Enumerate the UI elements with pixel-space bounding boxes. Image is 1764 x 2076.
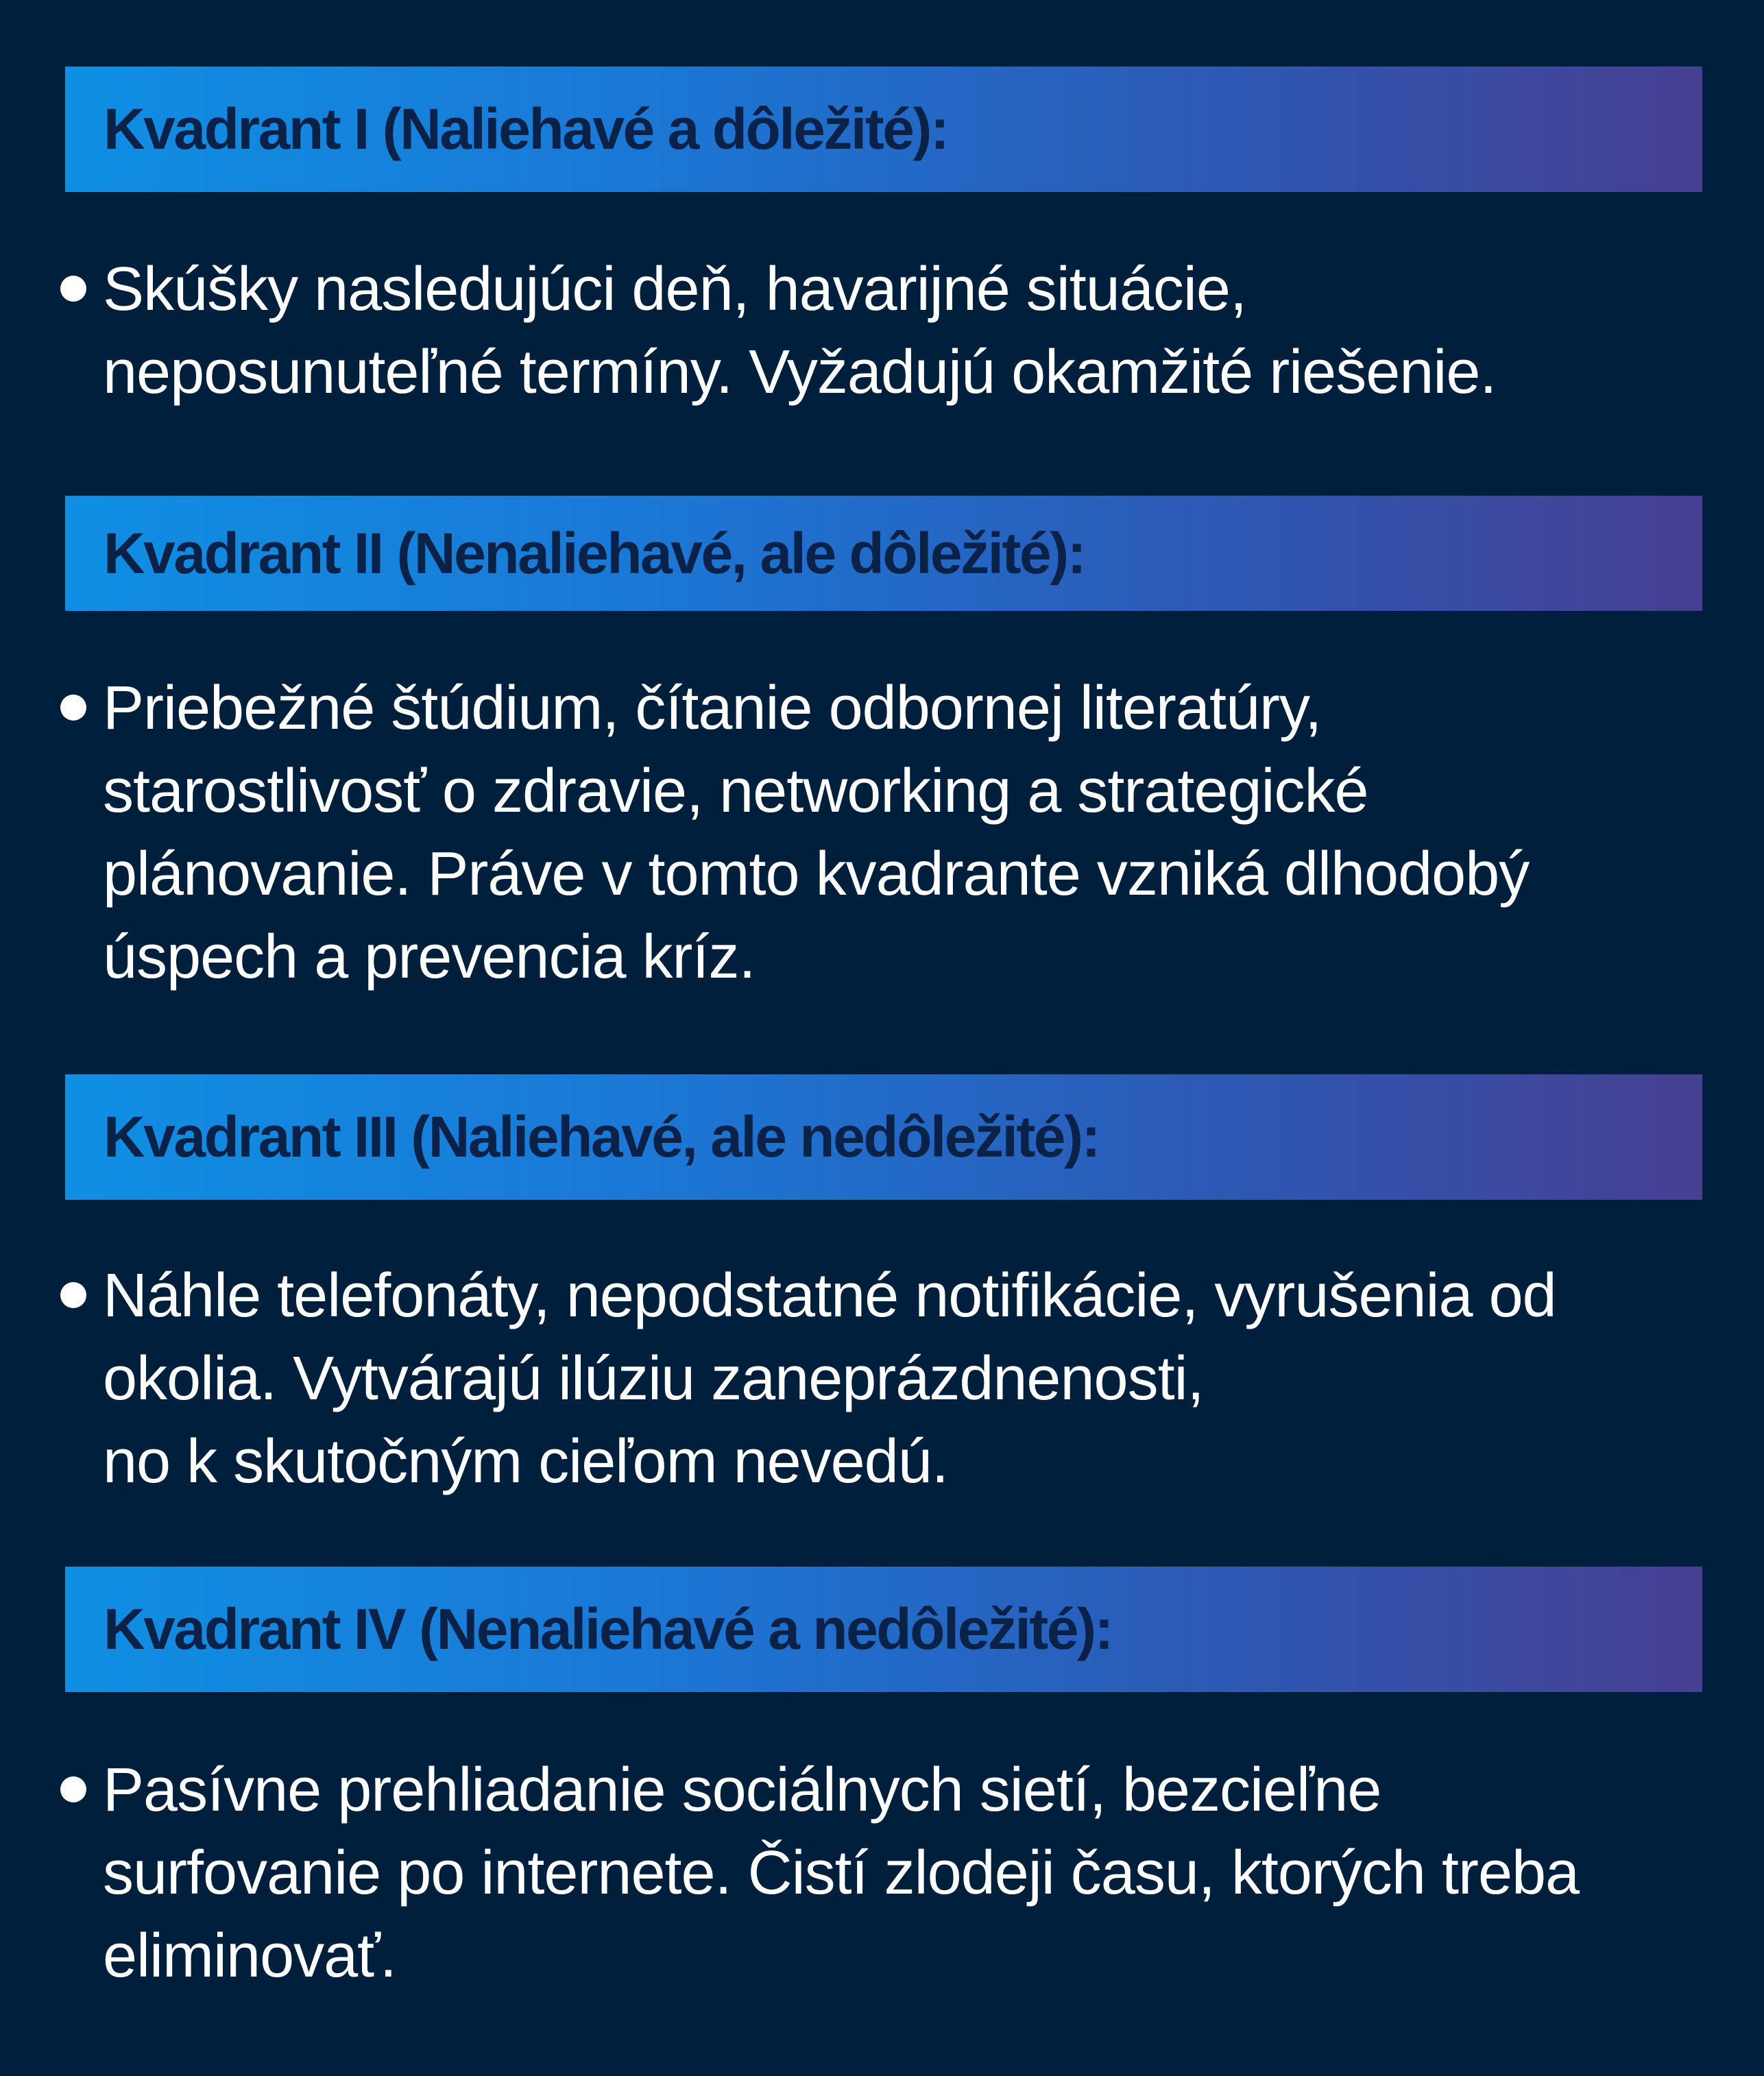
quadrant-2-line-1: Priebežné štúdium, čítanie odbornej literatúry, bbox=[103, 674, 1322, 743]
quadrant-4-title: Kvadrant IV (Nenaliehavé a nedôležité): bbox=[104, 1597, 1112, 1661]
quadrant-3-line-3: no k skutočným cieľom nevedú. bbox=[103, 1427, 948, 1496]
quadrant-2-title: Kvadrant II (Nenaliehavé, ale dôležité): bbox=[104, 520, 1085, 586]
quadrant-1-bullet bbox=[103, 248, 1723, 414]
bullet-icon bbox=[60, 1776, 86, 1802]
quadrant-1-line-1: Skúšky nasledujúci deň, havarijné situácie, bbox=[103, 255, 1246, 324]
quadrant-4-header bbox=[65, 1567, 1702, 1692]
quadrant-4-line-3: eliminovať. bbox=[103, 1922, 396, 1990]
bullet-icon bbox=[60, 695, 86, 721]
quadrant-1-line-2: neposunuteľné termíny. Vyžadujú okamžité riešenie. bbox=[103, 338, 1497, 407]
quadrant-4-bullet bbox=[103, 1749, 1723, 1998]
quadrant-2-line-4: úspech a prevencia kríz. bbox=[103, 923, 756, 991]
quadrant-3-title: Kvadrant III (Naliehavé, ale nedôležité): bbox=[104, 1105, 1099, 1169]
quadrant-1-title: Kvadrant I (Naliehavé a dôležité): bbox=[104, 97, 948, 161]
quadrant-2-line-3: plánovanie. Práve v tomto kvadrante vzniká dlhodobý bbox=[103, 840, 1530, 908]
quadrant-2-header bbox=[65, 496, 1702, 611]
quadrant-3-bullet bbox=[103, 1255, 1723, 1504]
quadrant-3-header bbox=[65, 1074, 1702, 1200]
quadrant-3-line-1: Náhle telefonáty, nepodstatné notifikácie, vyrušenia od bbox=[103, 1262, 1556, 1330]
bullet-icon bbox=[60, 276, 86, 302]
quadrant-2-line-2: starostlivosť o zdravie, networking a strategické bbox=[103, 757, 1368, 825]
quadrant-4-line-2: surfovanie po internete. Čistí zlodeji času, ktorých treba bbox=[103, 1839, 1580, 1907]
quadrant-3-line-2: okolia. Vytvárajú ilúziu zaneprázdnenosti, bbox=[103, 1344, 1204, 1413]
bullet-icon bbox=[60, 1282, 86, 1308]
quadrant-1-header bbox=[65, 67, 1702, 192]
quadrant-4-line-1: Pasívne prehliadanie sociálnych sietí, bezcieľne bbox=[103, 1756, 1381, 1824]
quadrant-2-bullet bbox=[103, 667, 1723, 999]
